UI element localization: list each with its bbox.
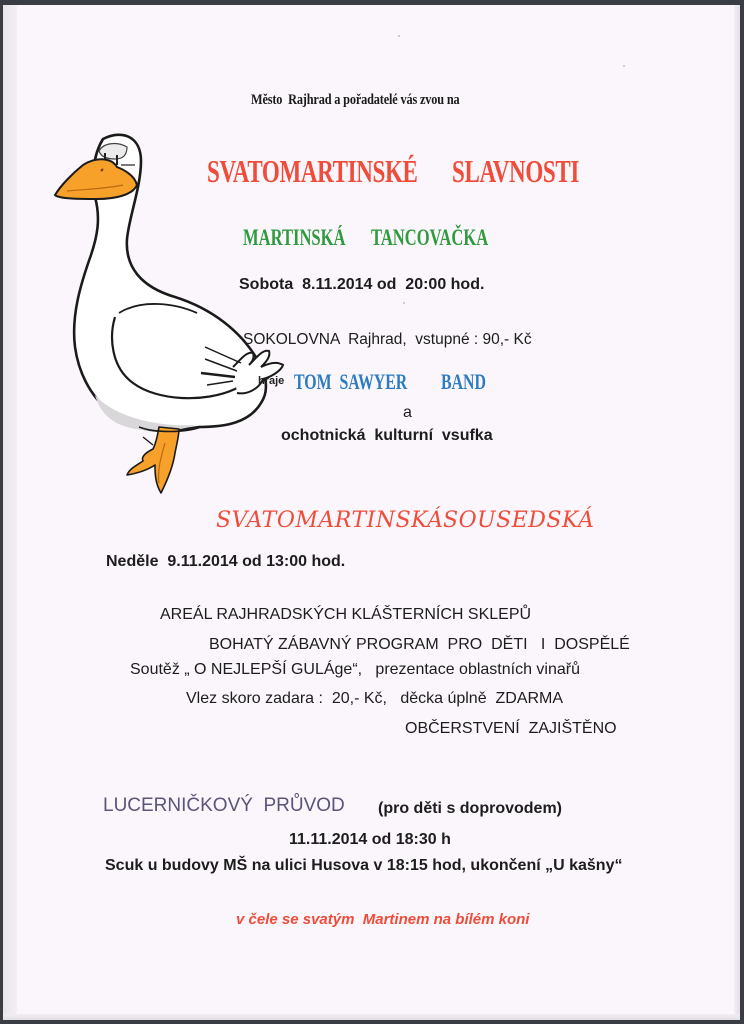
sunday-date: Neděle 9.11.2014 od 13:00 hod. <box>106 553 346 570</box>
invite-line: Město Rajhrad a pořadatelé vás zvou na <box>251 92 460 108</box>
poster-title-word-2: SLAVNOSTI <box>452 153 579 189</box>
saturday-event-word-1: MARTINSKÁ <box>243 225 346 250</box>
scan-speck <box>623 65 625 67</box>
sunday-event-word-1: SVATOMARTINSKÁ <box>216 508 444 533</box>
sunday-event-word-2: SOUSEDSKÁ <box>443 508 595 533</box>
saturday-date: Sobota 8.11.2014 od 20:00 hod. <box>239 276 485 293</box>
page-edge-shadow <box>3 1014 740 1020</box>
saturday-venue: SOKOLOVNA Rajhrad, vstupné : 90,- Kč <box>243 331 532 348</box>
conjunction-and: a <box>403 404 412 421</box>
lantern-procession-date: 11.11.2014 od 18:30 h <box>289 831 451 848</box>
lantern-procession-footer: v čele se svatým Martinem na bílém koni <box>236 911 530 928</box>
saturday-event-word-2: TANCOVAČKA <box>371 225 489 250</box>
scan-speck <box>403 302 405 304</box>
sunday-contest: Soutěž „ O NEJLEPŠÍ GULÁge“, prezentace oblastních vinařů <box>130 661 580 678</box>
sunday-venue: AREÁL RAJHRADSKÝCH KLÁŠTERNÍCH SKLEPŮ <box>160 606 532 623</box>
sunday-refreshments: OBČERSTVENÍ ZAJIŠTĚNO <box>405 720 617 737</box>
page-edge-shadow <box>734 5 740 1020</box>
sunday-program: BOHATÝ ZÁBAVNÝ PROGRAM PRO DĚTI I DOSPĚLÉ <box>209 636 630 653</box>
band-name-word-1: TOM SAWYER <box>294 369 408 394</box>
plays-label: hraje <box>258 375 285 387</box>
poster-page <box>3 5 740 1020</box>
lantern-procession-meeting: Scuk u budovy MŠ na ulici Husova v 18:15 hod, ukončení „U kašny“ <box>105 857 623 874</box>
page-edge-shadow <box>3 5 17 1020</box>
lantern-procession-title: LUCERNIČKOVÝ PRŮVOD <box>103 795 345 816</box>
saturday-extra: ochotnická kulturní vsufka <box>281 427 493 444</box>
sunday-admission: Vlez skoro zadara : 20,- Kč, děcka úplně ZDARMA <box>186 690 564 707</box>
poster-title-word-1: SVATOMARTINSKÉ <box>207 153 418 189</box>
lantern-procession-note: (pro děti s doprovodem) <box>378 800 562 817</box>
band-name-word-2: BAND <box>441 369 486 394</box>
scan-speck <box>398 35 400 37</box>
